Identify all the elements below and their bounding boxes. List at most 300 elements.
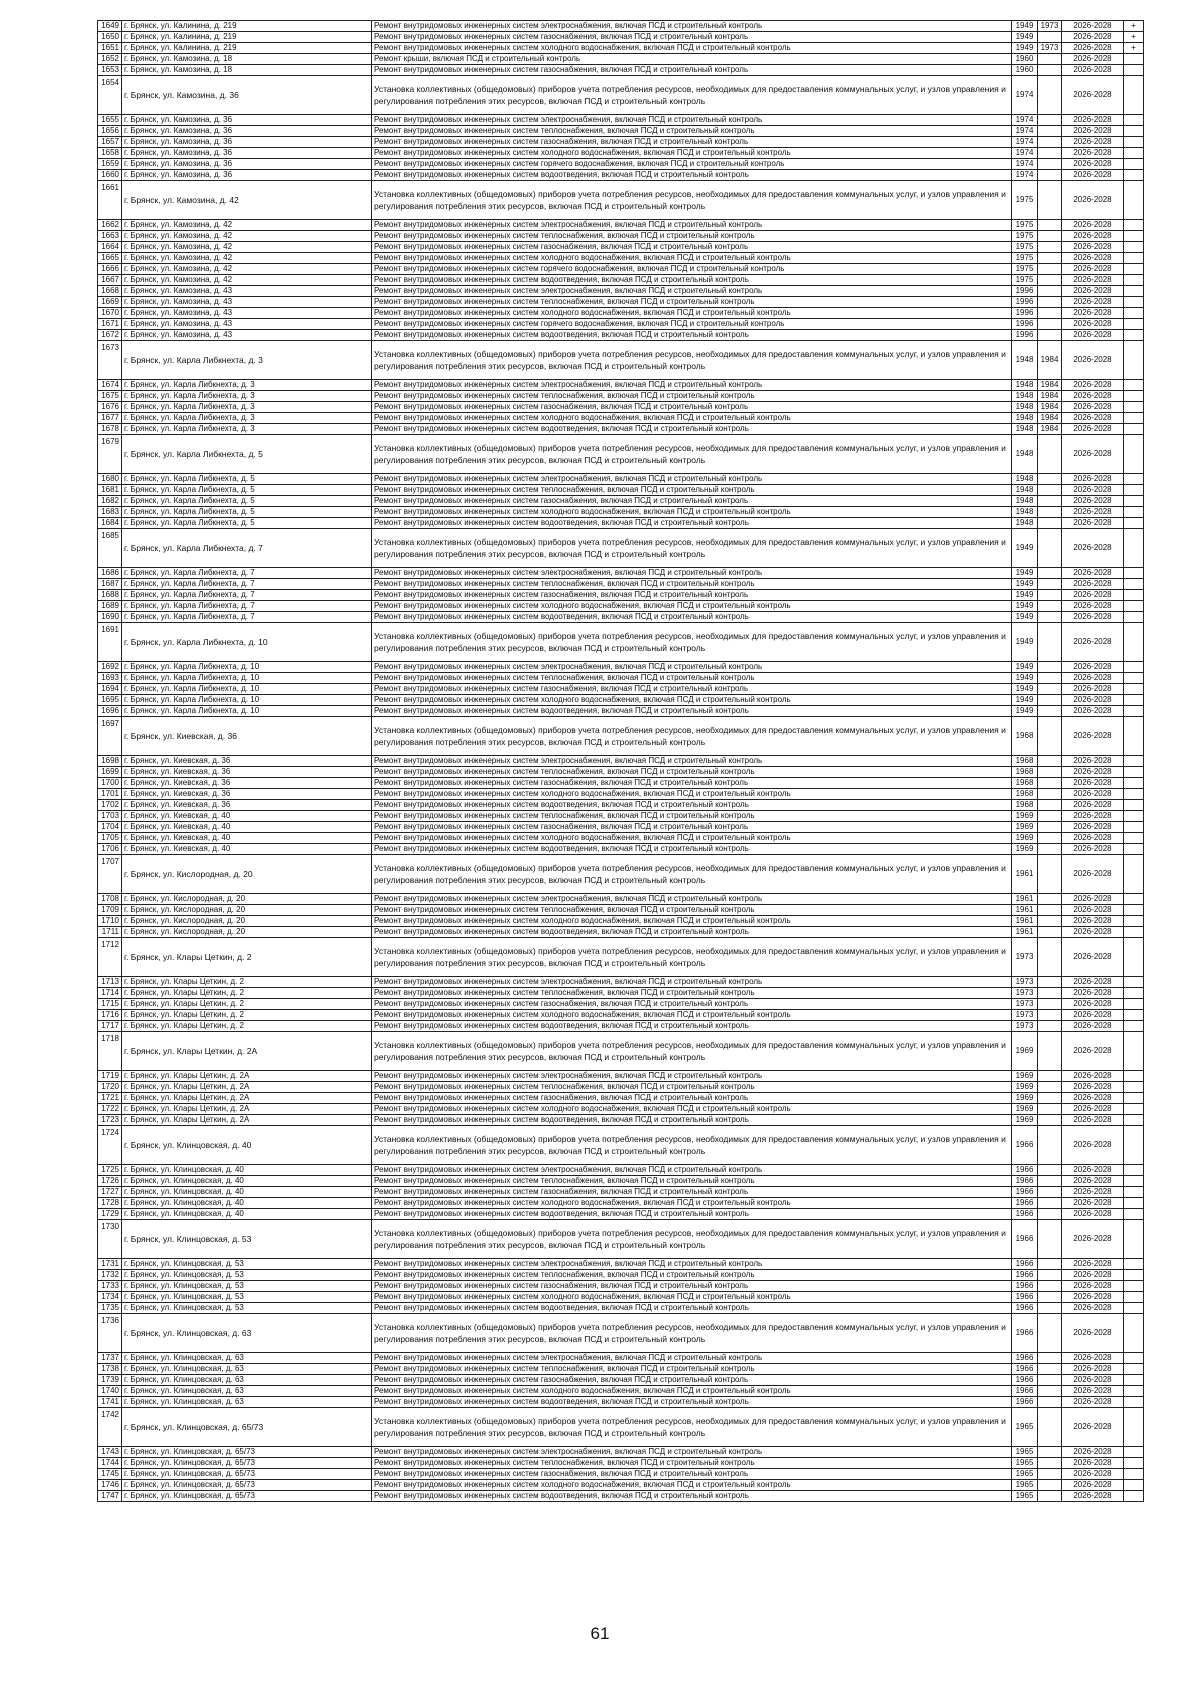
work-type-cell: Ремонт внутридомовых инженерных систем холодного водоснабжения, включая ПСД и строительный контроль	[372, 1010, 1012, 1021]
work-type-cell: Ремонт внутридомовых инженерных систем газоснабжения, включая ПСД и строительный контроль	[372, 32, 1012, 43]
house-address-cell: г. Брянск, ул. Киевская, д. 36	[122, 789, 372, 800]
planned-period-cell: 2026-2028	[1062, 65, 1124, 76]
house-address-cell: г. Брянск, ул. Киевская, д. 36	[122, 756, 372, 767]
row-mark-cell	[1124, 496, 1144, 507]
renovation-year-cell	[1038, 789, 1062, 800]
table-row	[98, 1375, 1144, 1386]
row-number-cell: 1720	[98, 1082, 122, 1093]
row-number-cell: 1715	[98, 999, 122, 1010]
renovation-year-cell	[1038, 231, 1062, 242]
work-type-cell: Ремонт внутридомовых инженерных систем холодного водоснабжения, включая ПСД и строительный контроль	[372, 43, 1012, 54]
row-mark-cell	[1124, 529, 1144, 568]
work-type-cell: Ремонт внутридомовых инженерных систем водоотведения, включая ПСД и строительный контроль	[372, 800, 1012, 811]
renovation-year-cell	[1038, 1021, 1062, 1032]
work-type-cell: Ремонт внутридомовых инженерных систем водоотведения, включая ПСД и строительный контроль	[372, 424, 1012, 435]
row-mark-cell	[1124, 253, 1144, 264]
planned-period-cell: 2026-2028	[1062, 999, 1124, 1010]
table-row	[98, 1104, 1144, 1115]
table-row	[98, 115, 1144, 126]
planned-period-cell: 2026-2028	[1062, 1353, 1124, 1364]
table-row	[98, 496, 1144, 507]
commissioning-year-cell: 1973	[1012, 977, 1038, 988]
house-address-cell: г. Брянск, ул. Клинцовская, д. 40	[122, 1198, 372, 1209]
row-mark-cell	[1124, 159, 1144, 170]
house-address-cell: г. Брянск, ул. Камозина, д. 36	[122, 137, 372, 148]
work-type-cell: Ремонт внутридомовых инженерных систем теплоснабжения, включая ПСД и строительный контроль	[372, 391, 1012, 402]
planned-period-cell: 2026-2028	[1062, 988, 1124, 999]
table-row	[98, 1292, 1144, 1303]
work-type-cell: Ремонт внутридомовых инженерных систем водоотведения, включая ПСД и строительный контроль	[372, 927, 1012, 938]
renovation-year-cell	[1038, 1458, 1062, 1469]
renovation-year-cell	[1038, 756, 1062, 767]
table-row	[98, 65, 1144, 76]
table-row	[98, 1209, 1144, 1220]
table-row	[98, 1093, 1144, 1104]
renovation-year-cell	[1038, 1115, 1062, 1126]
table-row	[98, 811, 1144, 822]
row-number-cell: 1717	[98, 1021, 122, 1032]
renovation-year-cell	[1038, 529, 1062, 568]
row-number-cell: 1747	[98, 1491, 122, 1502]
row-number-cell: 1649	[98, 21, 122, 32]
row-mark-cell	[1124, 65, 1144, 76]
table-row	[98, 1397, 1144, 1408]
row-mark-cell	[1124, 242, 1144, 253]
planned-period-cell: 2026-2028	[1062, 1187, 1124, 1198]
renovation-year-cell	[1038, 811, 1062, 822]
row-number-cell: 1714	[98, 988, 122, 999]
row-number-cell: 1725	[98, 1165, 122, 1176]
renovation-year-cell	[1038, 844, 1062, 855]
house-address-cell: г. Брянск, ул. Камозина, д. 36	[122, 126, 372, 137]
table-row	[98, 1458, 1144, 1469]
work-type-cell: Ремонт внутридомовых инженерных систем теплоснабжения, включая ПСД и строительный контроль	[372, 126, 1012, 137]
renovation-year-cell	[1038, 1364, 1062, 1375]
row-number-cell: 1677	[98, 413, 122, 424]
commissioning-year-cell: 1975	[1012, 275, 1038, 286]
row-mark-cell	[1124, 1469, 1144, 1480]
work-type-cell: Ремонт внутридомовых инженерных систем газоснабжения, включая ПСД и строительный контроль	[372, 1281, 1012, 1292]
table-row	[98, 905, 1144, 916]
row-number-cell: 1726	[98, 1176, 122, 1187]
renovation-year-cell	[1038, 308, 1062, 319]
house-address-cell: г. Брянск, ул. Киевская, д. 40	[122, 811, 372, 822]
row-number-cell: 1685	[98, 529, 122, 568]
table-row	[98, 1032, 1144, 1071]
commissioning-year-cell: 1961	[1012, 927, 1038, 938]
row-number-cell: 1673	[98, 341, 122, 380]
row-mark-cell	[1124, 424, 1144, 435]
commissioning-year-cell: 1948	[1012, 518, 1038, 529]
table-row	[98, 1386, 1144, 1397]
work-type-cell: Установка коллективных (общедомовых) приборов учета потребления ресурсов, необходимых для предоставления коммунальных услуг, и узлов управления и регулирования потребления этих ресурсов, включая ПСД и строительный контроль	[372, 341, 1012, 380]
renovation-year-cell	[1038, 253, 1062, 264]
row-mark-cell	[1124, 623, 1144, 662]
row-number-cell: 1706	[98, 844, 122, 855]
table-row	[98, 1353, 1144, 1364]
house-address-cell: г. Брянск, ул. Камозина, д. 42	[122, 275, 372, 286]
row-number-cell: 1666	[98, 264, 122, 275]
renovation-year-cell	[1038, 579, 1062, 590]
renovation-year-cell	[1038, 695, 1062, 706]
row-number-cell: 1670	[98, 308, 122, 319]
work-type-cell: Ремонт внутридомовых инженерных систем холодного водоснабжения, включая ПСД и строительный контроль	[372, 148, 1012, 159]
row-mark-cell	[1124, 126, 1144, 137]
row-mark-cell	[1124, 612, 1144, 623]
house-address-cell: г. Брянск, ул. Кислородная, д. 20	[122, 916, 372, 927]
row-number-cell: 1650	[98, 32, 122, 43]
table-row	[98, 844, 1144, 855]
planned-period-cell: 2026-2028	[1062, 789, 1124, 800]
house-address-cell: г. Брянск, ул. Кислородная, д. 20	[122, 894, 372, 905]
renovation-year-cell	[1038, 330, 1062, 341]
row-mark-cell	[1124, 988, 1144, 999]
row-mark-cell	[1124, 1198, 1144, 1209]
row-mark-cell	[1124, 938, 1144, 977]
row-mark-cell	[1124, 319, 1144, 330]
planned-period-cell: 2026-2028	[1062, 1386, 1124, 1397]
planned-period-cell: 2026-2028	[1062, 1292, 1124, 1303]
row-number-cell: 1664	[98, 242, 122, 253]
table-row	[98, 341, 1144, 380]
row-mark-cell	[1124, 1281, 1144, 1292]
table-row	[98, 76, 1144, 115]
work-type-cell: Ремонт внутридомовых инженерных систем теплоснабжения, включая ПСД и строительный контроль	[372, 1458, 1012, 1469]
work-type-cell: Ремонт внутридомовых инженерных систем электроснабжения, включая ПСД и строительный контроль	[372, 115, 1012, 126]
table-row	[98, 1115, 1144, 1126]
table-row	[98, 43, 1144, 54]
row-mark-cell	[1124, 789, 1144, 800]
work-type-cell: Ремонт внутридомовых инженерных систем газоснабжения, включая ПСД и строительный контроль	[372, 1469, 1012, 1480]
row-mark-cell	[1124, 297, 1144, 308]
table-row	[98, 579, 1144, 590]
row-mark-cell	[1124, 1209, 1144, 1220]
house-address-cell: г. Брянск, ул. Карла Либкнехта, д. 3	[122, 380, 372, 391]
table-row	[98, 435, 1144, 474]
row-mark-cell	[1124, 717, 1144, 756]
renovation-year-cell	[1038, 1447, 1062, 1458]
row-mark-cell	[1124, 137, 1144, 148]
commissioning-year-cell: 1974	[1012, 159, 1038, 170]
row-number-cell: 1651	[98, 43, 122, 54]
house-address-cell: г. Брянск, ул. Клары Цеткин, д. 2А	[122, 1071, 372, 1082]
planned-period-cell: 2026-2028	[1062, 1397, 1124, 1408]
work-type-cell: Ремонт внутридомовых инженерных систем теплоснабжения, включая ПСД и строительный контроль	[372, 767, 1012, 778]
planned-period-cell: 2026-2028	[1062, 330, 1124, 341]
row-number-cell: 1653	[98, 65, 122, 76]
planned-period-cell: 2026-2028	[1062, 1198, 1124, 1209]
work-type-cell: Ремонт внутридомовых инженерных систем электроснабжения, включая ПСД и строительный контроль	[372, 286, 1012, 297]
row-mark-cell	[1124, 1353, 1144, 1364]
table-row	[98, 286, 1144, 297]
house-address-cell: г. Брянск, ул. Клинцовская, д. 65/73	[122, 1458, 372, 1469]
house-address-cell: г. Брянск, ул. Карла Либкнехта, д. 3	[122, 413, 372, 424]
row-number-cell: 1713	[98, 977, 122, 988]
work-type-cell: Ремонт внутридомовых инженерных систем горячего водоснабжения, включая ПСД и строительный контроль	[372, 159, 1012, 170]
planned-period-cell: 2026-2028	[1062, 1209, 1124, 1220]
planned-period-cell: 2026-2028	[1062, 1071, 1124, 1082]
table-row	[98, 413, 1144, 424]
row-mark-cell	[1124, 695, 1144, 706]
renovation-year-cell	[1038, 800, 1062, 811]
house-address-cell: г. Брянск, ул. Клинцовская, д. 53	[122, 1303, 372, 1314]
house-address-cell: г. Брянск, ул. Клинцовская, д. 53	[122, 1292, 372, 1303]
row-mark-cell	[1124, 1270, 1144, 1281]
planned-period-cell: 2026-2028	[1062, 242, 1124, 253]
renovation-year-cell	[1038, 435, 1062, 474]
house-address-cell: г. Брянск, ул. Киевская, д. 36	[122, 778, 372, 789]
commissioning-year-cell: 1948	[1012, 485, 1038, 496]
work-type-cell: Ремонт внутридомовых инженерных систем холодного водоснабжения, включая ПСД и строительный контроль	[372, 1292, 1012, 1303]
house-address-cell: г. Брянск, ул. Карла Либкнехта, д. 5	[122, 474, 372, 485]
planned-period-cell: 2026-2028	[1062, 297, 1124, 308]
work-type-cell: Установка коллективных (общедомовых) приборов учета потребления ресурсов, необходимых для предоставления коммунальных услуг, и узлов управления и регулирования потребления этих ресурсов, включая ПСД и строительный контроль	[372, 529, 1012, 568]
row-number-cell: 1688	[98, 590, 122, 601]
renovation-year-cell	[1038, 319, 1062, 330]
planned-period-cell: 2026-2028	[1062, 916, 1124, 927]
renovation-year-cell	[1038, 1270, 1062, 1281]
house-address-cell: г. Брянск, ул. Карла Либкнехта, д. 7	[122, 612, 372, 623]
commissioning-year-cell: 1949	[1012, 601, 1038, 612]
row-mark-cell	[1124, 1032, 1144, 1071]
renovation-year-cell	[1038, 938, 1062, 977]
commissioning-year-cell: 1966	[1012, 1281, 1038, 1292]
commissioning-year-cell: 1966	[1012, 1353, 1038, 1364]
work-type-cell: Ремонт внутридомовых инженерных систем холодного водоснабжения, включая ПСД и строительный контроль	[372, 695, 1012, 706]
row-mark-cell	[1124, 1480, 1144, 1491]
planned-period-cell: 2026-2028	[1062, 623, 1124, 662]
planned-period-cell: 2026-2028	[1062, 684, 1124, 695]
work-type-cell: Ремонт внутридомовых инженерных систем электроснабжения, включая ПСД и строительный контроль	[372, 21, 1012, 32]
house-address-cell: г. Брянск, ул. Камозина, д. 42	[122, 231, 372, 242]
house-address-cell: г. Брянск, ул. Камозина, д. 43	[122, 308, 372, 319]
house-address-cell: г. Брянск, ул. Клары Цеткин, д. 2А	[122, 1104, 372, 1115]
renovation-year-cell	[1038, 568, 1062, 579]
row-number-cell: 1716	[98, 1010, 122, 1021]
table-row	[98, 1491, 1144, 1502]
work-type-cell: Ремонт внутридомовых инженерных систем электроснабжения, включая ПСД и строительный контроль	[372, 1447, 1012, 1458]
row-mark-cell	[1124, 822, 1144, 833]
planned-period-cell: 2026-2028	[1062, 568, 1124, 579]
renovation-year-cell	[1038, 1093, 1062, 1104]
renovation-year-cell	[1038, 894, 1062, 905]
commissioning-year-cell: 1965	[1012, 1408, 1038, 1447]
row-number-cell: 1731	[98, 1259, 122, 1270]
row-mark-cell	[1124, 1397, 1144, 1408]
work-type-cell: Ремонт внутридомовых инженерных систем газоснабжения, включая ПСД и строительный контроль	[372, 402, 1012, 413]
table-row	[98, 170, 1144, 181]
work-type-cell: Ремонт внутридомовых инженерных систем водоотведения, включая ПСД и строительный контроль	[372, 275, 1012, 286]
row-mark-cell	[1124, 115, 1144, 126]
table-row	[98, 54, 1144, 65]
capital-repair-table	[97, 20, 1144, 1502]
commissioning-year-cell: 1948	[1012, 496, 1038, 507]
table-row	[98, 767, 1144, 778]
renovation-year-cell	[1038, 242, 1062, 253]
row-number-cell: 1660	[98, 170, 122, 181]
work-type-cell: Установка коллективных (общедомовых) приборов учета потребления ресурсов, необходимых для предоставления коммунальных услуг, и узлов управления и регулирования потребления этих ресурсов, включая ПСД и строительный контроль	[372, 717, 1012, 756]
commissioning-year-cell: 1965	[1012, 1491, 1038, 1502]
table-row	[98, 137, 1144, 148]
planned-period-cell: 2026-2028	[1062, 507, 1124, 518]
renovation-year-cell	[1038, 1386, 1062, 1397]
renovation-year-cell	[1038, 1165, 1062, 1176]
work-type-cell: Установка коллективных (общедомовых) приборов учета потребления ресурсов, необходимых для предоставления коммунальных услуг, и узлов управления и регулирования потребления этих ресурсов, включая ПСД и строительный контроль	[372, 1032, 1012, 1071]
work-type-cell: Ремонт внутридомовых инженерных систем электроснабжения, включая ПСД и строительный контроль	[372, 220, 1012, 231]
row-number-cell: 1675	[98, 391, 122, 402]
renovation-year-cell	[1038, 275, 1062, 286]
work-type-cell: Ремонт внутридомовых инженерных систем теплоснабжения, включая ПСД и строительный контроль	[372, 905, 1012, 916]
table-row	[98, 684, 1144, 695]
planned-period-cell: 2026-2028	[1062, 905, 1124, 916]
renovation-year-cell	[1038, 1071, 1062, 1082]
table-row	[98, 977, 1144, 988]
row-number-cell: 1657	[98, 137, 122, 148]
house-address-cell: г. Брянск, ул. Камозина, д. 42	[122, 253, 372, 264]
planned-period-cell: 2026-2028	[1062, 1364, 1124, 1375]
commissioning-year-cell: 1975	[1012, 220, 1038, 231]
house-address-cell: г. Брянск, ул. Камозина, д. 43	[122, 330, 372, 341]
house-address-cell: г. Брянск, ул. Клинцовская, д. 63	[122, 1397, 372, 1408]
work-type-cell: Ремонт внутридомовых инженерных систем теплоснабжения, включая ПСД и строительный контроль	[372, 579, 1012, 590]
planned-period-cell: 2026-2028	[1062, 778, 1124, 789]
row-mark-cell	[1124, 54, 1144, 65]
renovation-year-cell	[1038, 767, 1062, 778]
work-type-cell: Ремонт внутридомовых инженерных систем холодного водоснабжения, включая ПСД и строительный контроль	[372, 1104, 1012, 1115]
row-number-cell: 1704	[98, 822, 122, 833]
table-row	[98, 1314, 1144, 1353]
register-sheet	[97, 20, 1143, 1502]
planned-period-cell: 2026-2028	[1062, 1093, 1124, 1104]
row-number-cell: 1710	[98, 916, 122, 927]
planned-period-cell: 2026-2028	[1062, 811, 1124, 822]
work-type-cell: Ремонт внутридомовых инженерных систем газоснабжения, включая ПСД и строительный контроль	[372, 822, 1012, 833]
row-mark-cell	[1124, 1165, 1144, 1176]
work-type-cell: Установка коллективных (общедомовых) приборов учета потребления ресурсов, необходимых для предоставления коммунальных услуг, и узлов управления и регулирования потребления этих ресурсов, включая ПСД и строительный контроль	[372, 1408, 1012, 1447]
work-type-cell: Ремонт внутридомовых инженерных систем электроснабжения, включая ПСД и строительный контроль	[372, 474, 1012, 485]
planned-period-cell: 2026-2028	[1062, 1259, 1124, 1270]
commissioning-year-cell: 1949	[1012, 684, 1038, 695]
row-number-cell: 1652	[98, 54, 122, 65]
row-number-cell: 1701	[98, 789, 122, 800]
table-row	[98, 590, 1144, 601]
row-number-cell: 1661	[98, 181, 122, 220]
renovation-year-cell	[1038, 1314, 1062, 1353]
table-row	[98, 695, 1144, 706]
work-type-cell: Установка коллективных (общедомовых) приборов учета потребления ресурсов, необходимых для предоставления коммунальных услуг, и узлов управления и регулирования потребления этих ресурсов, включая ПСД и строительный контроль	[372, 76, 1012, 115]
work-type-cell: Ремонт внутридомовых инженерных систем электроснабжения, включая ПСД и строительный контроль	[372, 1071, 1012, 1082]
row-mark-cell	[1124, 1093, 1144, 1104]
house-address-cell: г. Брянск, ул. Клинцовская, д. 53	[122, 1259, 372, 1270]
planned-period-cell: 2026-2028	[1062, 170, 1124, 181]
table-row	[98, 822, 1144, 833]
row-mark-cell	[1124, 330, 1144, 341]
table-row	[98, 181, 1144, 220]
planned-period-cell: 2026-2028	[1062, 474, 1124, 485]
commissioning-year-cell: 1996	[1012, 286, 1038, 297]
commissioning-year-cell: 1973	[1012, 988, 1038, 999]
renovation-year-cell: 1973	[1038, 43, 1062, 54]
table-row	[98, 938, 1144, 977]
renovation-year-cell	[1038, 999, 1062, 1010]
table-row	[98, 612, 1144, 623]
work-type-cell: Ремонт внутридомовых инженерных систем электроснабжения, включая ПСД и строительный контроль	[372, 1353, 1012, 1364]
row-mark-cell	[1124, 601, 1144, 612]
work-type-cell: Ремонт внутридомовых инженерных систем водоотведения, включая ПСД и строительный контроль	[372, 518, 1012, 529]
renovation-year-cell	[1038, 988, 1062, 999]
table-row	[98, 330, 1144, 341]
work-type-cell: Ремонт внутридомовых инженерных систем водоотведения, включая ПСД и строительный контроль	[372, 1303, 1012, 1314]
renovation-year-cell	[1038, 684, 1062, 695]
table-row	[98, 529, 1144, 568]
renovation-year-cell	[1038, 1408, 1062, 1447]
house-address-cell: г. Брянск, ул. Камозина, д. 42	[122, 181, 372, 220]
renovation-year-cell: 1973	[1038, 21, 1062, 32]
table-row	[98, 1259, 1144, 1270]
work-type-cell: Ремонт внутридомовых инженерных систем электроснабжения, включая ПСД и строительный контроль	[372, 380, 1012, 391]
row-number-cell: 1690	[98, 612, 122, 623]
renovation-year-cell	[1038, 1010, 1062, 1021]
row-mark-cell	[1124, 905, 1144, 916]
planned-period-cell: 2026-2028	[1062, 253, 1124, 264]
planned-period-cell: 2026-2028	[1062, 1104, 1124, 1115]
table-row	[98, 789, 1144, 800]
house-address-cell: г. Брянск, ул. Клинцовская, д. 63	[122, 1375, 372, 1386]
renovation-year-cell	[1038, 673, 1062, 684]
work-type-cell: Установка коллективных (общедомовых) приборов учета потребления ресурсов, необходимых для предоставления коммунальных услуг, и узлов управления и регулирования потребления этих ресурсов, включая ПСД и строительный контроль	[372, 855, 1012, 894]
house-address-cell: г. Брянск, ул. Киевская, д. 40	[122, 833, 372, 844]
work-type-cell: Ремонт внутридомовых инженерных систем холодного водоснабжения, включая ПСД и строительный контроль	[372, 253, 1012, 264]
row-number-cell: 1702	[98, 800, 122, 811]
house-address-cell: г. Брянск, ул. Клары Цеткин, д. 2	[122, 938, 372, 977]
renovation-year-cell	[1038, 706, 1062, 717]
row-number-cell: 1697	[98, 717, 122, 756]
table-row	[98, 1021, 1144, 1032]
row-mark-cell	[1124, 1314, 1144, 1353]
commissioning-year-cell: 1948	[1012, 380, 1038, 391]
commissioning-year-cell: 1948	[1012, 413, 1038, 424]
commissioning-year-cell: 1966	[1012, 1397, 1038, 1408]
row-mark-cell	[1124, 1021, 1144, 1032]
row-number-cell: 1734	[98, 1292, 122, 1303]
row-mark-cell	[1124, 1126, 1144, 1165]
commissioning-year-cell: 1969	[1012, 1032, 1038, 1071]
row-mark-cell	[1124, 1082, 1144, 1093]
renovation-year-cell	[1038, 1375, 1062, 1386]
house-address-cell: г. Брянск, ул. Клинцовская, д. 53	[122, 1281, 372, 1292]
planned-period-cell: 2026-2028	[1062, 833, 1124, 844]
planned-period-cell: 2026-2028	[1062, 1491, 1124, 1502]
table-row	[98, 242, 1144, 253]
row-number-cell: 1695	[98, 695, 122, 706]
work-type-cell: Ремонт внутридомовых инженерных систем электроснабжения, включая ПСД и строительный контроль	[372, 568, 1012, 579]
house-address-cell: г. Брянск, ул. Камозина, д. 42	[122, 264, 372, 275]
commissioning-year-cell: 1974	[1012, 126, 1038, 137]
house-address-cell: г. Брянск, ул. Карла Либкнехта, д. 10	[122, 673, 372, 684]
work-type-cell: Ремонт внутридомовых инженерных систем теплоснабжения, включая ПСД и строительный контроль	[372, 485, 1012, 496]
row-mark-cell	[1124, 341, 1144, 380]
row-mark-cell	[1124, 391, 1144, 402]
row-number-cell: 1689	[98, 601, 122, 612]
house-address-cell: г. Брянск, ул. Клары Цеткин, д. 2	[122, 977, 372, 988]
work-type-cell: Ремонт внутридомовых инженерных систем газоснабжения, включая ПСД и строительный контроль	[372, 137, 1012, 148]
work-type-cell: Ремонт внутридомовых инженерных систем электроснабжения, включая ПСД и строительный контроль	[372, 1165, 1012, 1176]
planned-period-cell: 2026-2028	[1062, 1270, 1124, 1281]
commissioning-year-cell: 1968	[1012, 789, 1038, 800]
house-address-cell: г. Брянск, ул. Кислородная, д. 20	[122, 927, 372, 938]
table-row	[98, 1198, 1144, 1209]
table-row	[98, 1303, 1144, 1314]
